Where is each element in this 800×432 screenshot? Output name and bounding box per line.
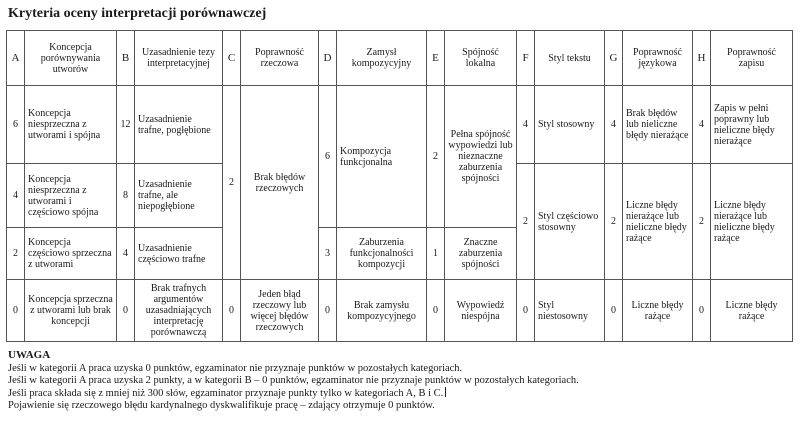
c-text: Brak błędów rzeczowych xyxy=(241,86,319,280)
c-text: Jeden błąd rzeczowy lub więcej błędów rzeczowych xyxy=(241,280,319,342)
f-text: Styl częściowo stosowny xyxy=(535,164,605,280)
header-g: Poprawność językowa xyxy=(623,31,693,86)
h-text: Zapis w pełni poprawny lub nieliczne błędy nierażące xyxy=(711,86,793,164)
header-letter-f: F xyxy=(517,31,535,86)
e-points: 1 xyxy=(427,228,445,280)
header-letter-c: C xyxy=(223,31,241,86)
header-letter-a: A xyxy=(7,31,25,86)
page-title: Kryteria oceny interpretacji porównawczej xyxy=(8,6,267,21)
table-row xyxy=(7,86,793,164)
note-line: Pojawienie się rzeczowego błędu kardynalnego dyskwalifikuje pracę – zdający otrzymuje 0 punktów. xyxy=(8,400,435,411)
g-points: 0 xyxy=(605,280,623,342)
g-points: 4 xyxy=(605,86,623,164)
b-text: Uzasadnienie trafne, ale niepogłębione xyxy=(135,164,223,228)
a-points: 4 xyxy=(7,164,25,228)
f-text: Styl stosowny xyxy=(535,86,605,164)
b-text: Brak trafnych argumentów uzasadniających interpretację porównawczą xyxy=(135,280,223,342)
header-c: Poprawność rzeczowa xyxy=(241,31,319,86)
b-points: 4 xyxy=(117,228,135,280)
a-points: 0 xyxy=(7,280,25,342)
h-points: 4 xyxy=(693,86,711,164)
criteria-table xyxy=(6,30,793,342)
b-text: Uzasadnienie trafne, pogłębione xyxy=(135,86,223,164)
a-points: 2 xyxy=(7,228,25,280)
e-text: Pełna spójność wypowiedzi lub nieznaczne zaburzenia spójności xyxy=(445,86,517,228)
h-points: 0 xyxy=(693,280,711,342)
notes-section xyxy=(8,349,788,412)
d-points: 0 xyxy=(319,280,337,342)
b-points: 12 xyxy=(117,86,135,164)
a-points: 6 xyxy=(7,86,25,164)
table-row xyxy=(7,280,793,342)
b-points: 8 xyxy=(117,164,135,228)
header-row xyxy=(7,31,793,86)
header-letter-d: D xyxy=(319,31,337,86)
f-points: 0 xyxy=(517,280,535,342)
header-a: Koncepcja porównywania utworów xyxy=(25,31,117,86)
d-points: 3 xyxy=(319,228,337,280)
a-text: Koncepcja niesprzeczna z utworami i spójna xyxy=(25,86,117,164)
f-points: 4 xyxy=(517,86,535,164)
f-points: 2 xyxy=(517,164,535,280)
d-text: Zaburzenia funkcjonalności kompozycji xyxy=(337,228,427,280)
e-points: 0 xyxy=(427,280,445,342)
c-points: 2 xyxy=(223,86,241,280)
header-letter-b: B xyxy=(117,31,135,86)
a-text: Koncepcja niesprzeczna z utworami i częściowo spójna xyxy=(25,164,117,228)
g-text: Liczne błędy rażące xyxy=(623,280,693,342)
note-line-text: Jeśli praca składa się z mniej niż 300 słów, egzaminator przyznaje punkty tylko w kategoriach A, B i C. xyxy=(8,388,444,399)
e-text: Znaczne zaburzenia spójności xyxy=(445,228,517,280)
note-line xyxy=(8,387,788,400)
d-points: 6 xyxy=(319,86,337,228)
g-text: Liczne błędy nierażące lub nieliczne błędy rażące xyxy=(623,164,693,280)
header-e: Spójność lokalna xyxy=(445,31,517,86)
e-points: 2 xyxy=(427,86,445,228)
b-points: 0 xyxy=(117,280,135,342)
text-cursor xyxy=(445,387,446,397)
notes-heading: UWAGA xyxy=(8,349,51,361)
header-letter-h: H xyxy=(693,31,711,86)
header-letter-e: E xyxy=(427,31,445,86)
g-text: Brak błędów lub nieliczne błędy nierażące xyxy=(623,86,693,164)
header-letter-g: G xyxy=(605,31,623,86)
header-f: Styl tekstu xyxy=(535,31,605,86)
f-text: Styl niestosowny xyxy=(535,280,605,342)
h-points: 2 xyxy=(693,164,711,280)
g-points: 2 xyxy=(605,164,623,280)
note-line: Jeśli w kategorii A praca uzyska 2 punkty, a w kategorii B – 0 punktów, egzaminator nie przyznaje punktów w pozostałych kategoriach. xyxy=(8,375,579,386)
header-b: Uzasadnienie tezy interpretacyjnej xyxy=(135,31,223,86)
a-text: Koncepcja częściowo sprzeczna z utworami xyxy=(25,228,117,280)
a-text: Koncepcja sprzeczna z utworami lub brak koncepcji xyxy=(25,280,117,342)
d-text: Brak zamysłu kompozycyjnego xyxy=(337,280,427,342)
note-line: Jeśli w kategorii A praca uzyska 0 punktów, egzaminator nie przyznaje punktów w pozostałych kategoriach. xyxy=(8,363,463,374)
header-h: Poprawność zapisu xyxy=(711,31,793,86)
h-text: Liczne błędy nierażące lub nieliczne błędy rażące xyxy=(711,164,793,280)
b-text: Uzasadnienie częściowo trafne xyxy=(135,228,223,280)
c-points: 0 xyxy=(223,280,241,342)
header-d: Zamysł kompozycyjny xyxy=(337,31,427,86)
e-text: Wypowiedź niespójna xyxy=(445,280,517,342)
d-text: Kompozycja funkcjonalna xyxy=(337,86,427,228)
h-text: Liczne błędy rażące xyxy=(711,280,793,342)
